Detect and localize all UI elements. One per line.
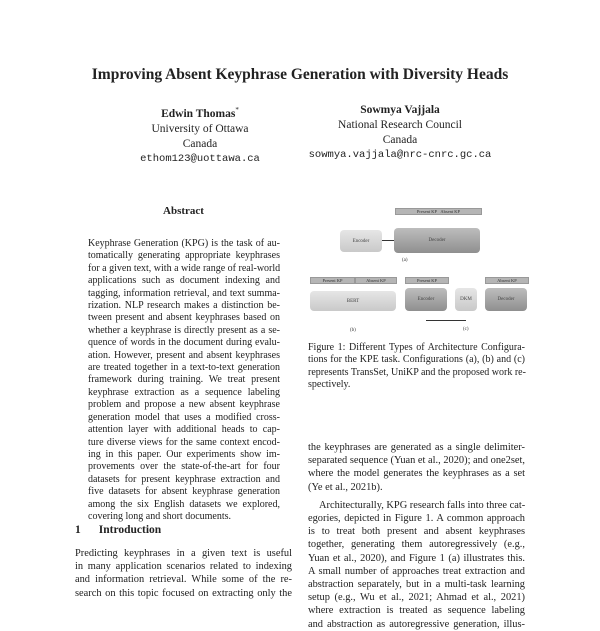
fig-dkm-box: DKM <box>455 288 477 311</box>
section-title: Introduction <box>98 524 162 536</box>
author-email: sowmya.vajjala@nrc-cnrc.gc.ca <box>308 149 492 161</box>
text-line: keyphrase extraction as a sequence labeling <box>88 386 280 398</box>
text-line: datasets for present keyphrase extraction and <box>88 473 280 485</box>
fig-connector <box>426 320 466 321</box>
fig-sublabel-c: (c) <box>463 327 469 332</box>
author-affiliation: National Research Council <box>338 119 462 131</box>
paper-title: Improving Absent Keyphrase Generation with Diversity Heads <box>91 66 509 83</box>
text-line: search on this topic focused on extracting only the <box>75 587 292 599</box>
text-line: represents TransSet, UniKP and the proposed work re- <box>308 366 526 378</box>
text-line: generation model that uses a modified cross- <box>88 411 280 423</box>
text-line: is to treat both present and absent keyphrases <box>308 526 525 538</box>
author-name: Edwin Thomas <box>161 107 236 120</box>
author-country: Canada <box>182 137 218 150</box>
text-line: separated sequence (Yuan et al., 2020); and one2set, <box>308 455 525 467</box>
author-country: Canada <box>382 134 418 146</box>
text-line: five datasets for absent keyphrase generation <box>88 486 280 498</box>
fig-label-present: Present KP <box>310 277 355 284</box>
text-line: Figure 1: Different Types of Architecture Configura- <box>308 342 525 353</box>
text-line: tween present and absent keyphrases based on <box>88 312 280 324</box>
text-line: (Ye et al., 2021b). <box>308 481 383 493</box>
text-line: together, generating them autoregressively (e.g., <box>308 539 525 551</box>
section-heading-introduction <box>75 524 179 536</box>
fig-label-present-absent: Present KP Absent KP <box>395 208 482 215</box>
text-line: and information retrieval. While some of the re- <box>75 574 292 586</box>
figure-caption <box>308 342 525 392</box>
text-line: problem and propose a new absent keyphrase <box>88 399 280 411</box>
fig-decoder-c-box: Decoder <box>485 288 527 311</box>
author-email: ethom123@uottawa.ca <box>140 152 260 165</box>
text-line: ation. However, present and absent keyphrases <box>88 349 280 361</box>
text-line: quence of words in the document during evalu- <box>88 337 280 349</box>
text-line: tomatically generating appropriate keyphrases <box>88 250 280 262</box>
text-line: abstraction separately, but in a multi-task learning <box>308 579 525 591</box>
text-line: Predicting keyphrases in a given text is useful <box>75 548 292 559</box>
text-line: attention layer with additional heads to cap- <box>88 424 280 436</box>
text-line: provements over the state-of-the-art for four <box>88 461 280 473</box>
text-line: covering long and short documents. <box>88 510 232 522</box>
text-line: ing in this paper. Our experiments show im- <box>88 448 280 460</box>
text-line: where the model generates the keyphrases as a set <box>308 468 525 480</box>
text-line: Keyphrase Generation (KPG) is the task of au- <box>88 238 280 249</box>
text-line: in many application scenarios related to indexing <box>75 561 292 573</box>
text-line: tions for the KPE task. Configurations (a), (b) and (c) <box>308 354 525 366</box>
paragraph <box>308 499 525 631</box>
author-name: Sowmya Vajjala <box>360 104 440 116</box>
text-line: and abstraction as autoregressive generation, illus- <box>308 618 525 630</box>
abstract-heading: Abstract <box>163 205 204 217</box>
section-number: 1 <box>75 524 81 536</box>
paragraph <box>308 441 525 494</box>
text-line: the keyphrases are generated as a single delimiter- <box>308 442 525 453</box>
text-line: Yuan et al., 2020), and Figure 1 (a) illustrates this. <box>308 552 525 564</box>
author-footnote-mark: * <box>235 106 239 114</box>
text-line: are treated together in a text-to-text generation <box>88 362 280 374</box>
fig-bert-box: BERT <box>310 291 396 311</box>
fig-sublabel-a: (a) <box>402 258 408 263</box>
fig-encoder-box: Encoder <box>340 230 382 252</box>
fig-encoder-c-box: Encoder <box>405 288 447 311</box>
abstract-body <box>88 238 280 523</box>
text-line: framework during training. We treat present <box>88 374 280 386</box>
text-line: egories, depicted in Figure 1. A common approach <box>308 513 525 525</box>
fig-decoder-box: Decoder <box>394 228 480 253</box>
text-line: rization. NLP research makes a distinction be- <box>88 300 280 312</box>
fig-label-absent-c: Absent KP <box>485 277 529 284</box>
text-line: setup (e.g., Wu et al., 2021; Ahmad et al., 2021) <box>308 592 525 604</box>
text-line: for a given text, with a wide range of real-world <box>88 262 281 274</box>
text-line: spectively. <box>308 379 351 391</box>
text-line: applications such as document indexing and <box>88 275 280 287</box>
fig-label-present-c: Present KP <box>405 277 449 284</box>
figure-1 <box>300 200 600 340</box>
fig-arrow <box>382 240 394 241</box>
text-line: ture diverse views for the same context encod- <box>88 436 280 448</box>
fig-sublabel-b: (b) <box>350 328 356 333</box>
text-line: where extraction is treated as sequence labeling <box>308 605 525 617</box>
text-line: tagging, information retrieval, and text summa- <box>88 287 280 299</box>
author-2 <box>270 103 530 163</box>
text-line: among the six English datasets we explored, <box>88 498 280 510</box>
fig-label-absent: Absent KP <box>355 277 397 284</box>
right-column-body <box>308 441 525 631</box>
text-line: whether a keyphrase is directly present as a se- <box>88 324 280 336</box>
introduction-body <box>75 547 292 600</box>
text-line: A small number of approaches treat extraction and <box>308 565 525 577</box>
author-affiliation: University of Ottawa <box>151 122 249 135</box>
text-line: Architecturally, KPG research falls into three cat- <box>319 499 526 511</box>
